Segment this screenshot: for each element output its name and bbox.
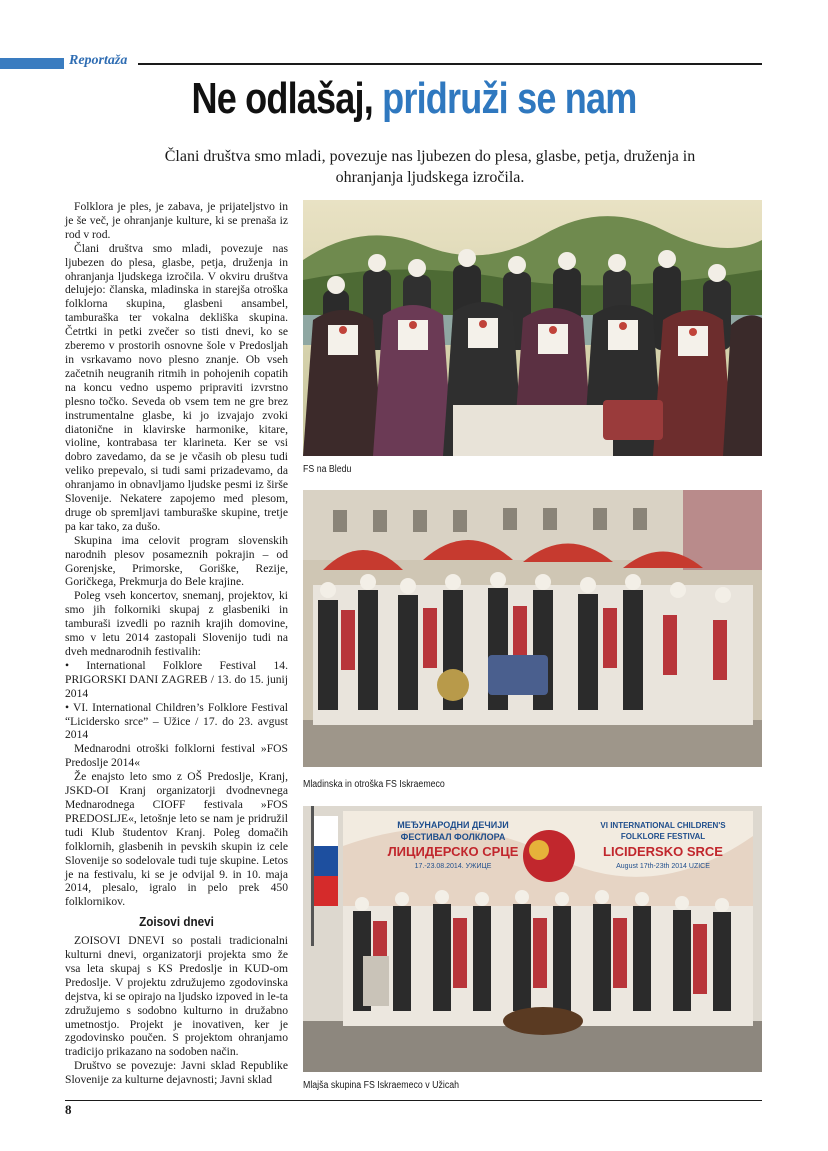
photo-fs-bled bbox=[303, 200, 762, 456]
banner-text-1: VI INTERNATIONAL CHILDREN'S bbox=[600, 821, 726, 830]
banner-text-4: August 17th-23th 2014 UZICE bbox=[616, 863, 710, 870]
bullet-item: • VI. International Children’s Folklore Festival “Licidersko srce” – Užice / 17. do 23. avgust 2014 bbox=[65, 700, 288, 742]
page-number: 8 bbox=[65, 1102, 72, 1117]
banner-text-cyrillic-3: ЛИЦИДЕРСКО СРЦЕ bbox=[387, 844, 519, 859]
paragraph: Skupina ima celovit program slovenskih narodnih plesov posameznih pokrajin – od Gorenjske, Primorske, Goriške, Rezije, Goričkega, Prekmurja do Bele krajine. bbox=[65, 533, 288, 589]
paragraph: ZOISOVI DNEVI so postali tradicionalni kulturni dnevi, organizatorji projekta smo že vsa leta skupaj s KS Predoslje in KUD-om Predoslje. V projektu združujemo zgodovinska dejstva, ki se opirajo na ljudsko izpoved in le-ta združujemo s sodobno kulturno in družabno umetnostjo. Projekt je inovativen, ker je zgodovinsko poučen. S projektom ohranjamo tradicijo prikazano na sodoben način. bbox=[65, 934, 288, 1059]
section-label: Reportaža bbox=[69, 53, 128, 68]
paragraph: Člani društva smo mladi, povezuje nas ljubezen do plesa, glasbe, petja, druženja in ohranjanja ljudskega izročila. V okviru društva delujejo: članska, mladinska in starejša otroška folklorna skupina, glasbeni ansambel, tamburaška ter vokalna dekliška skupina. Četrtki in petki zvečer so tisti dnevi, ko se zberemo v prostorih osnovne šole v Predosljah in vsrkavamo novo plesno znanje. Ob vseh začetnih neugranih ritmih in pohojenih copatih na koncu vedno uspemo pripraviti izvrstno plesno točko. Seveda ob vsem tem ne gre brez instrumentalne glasbe, ki jo izvajajo zvoki diatonične in klavirske harmonike, kitare, violine, kontrabasa ter klarineta. Ker se vsi dobro zavedamo, da se je včasih ob plesu tudi veliko prepevalo, si tudi sami prizadevamo, da ohranjamo in obnavljamo ljudske pesmi iz širše Slovenije. Nekatere zapojemo med plesom, druge ob spremljavi tamburaške skupine, tretje pa kar tako, za dušo. bbox=[65, 241, 288, 533]
bullet-item: • International Folklore Festival 14. PRIGORSKI DANI ZAGREB / 13. do 15. junij 2014 bbox=[65, 658, 288, 700]
banner-text-2: FOLKLORE FESTIVAL bbox=[620, 832, 706, 841]
headline-part-blue: pridruži se nam bbox=[382, 74, 637, 123]
section-color-bar bbox=[0, 58, 64, 69]
headline-part-black: Ne odlašaj, bbox=[191, 74, 373, 123]
paragraph: Poleg vseh koncertov, snemanj, projektov, ki smo jih folkorniki skupaj z glasbeniki in tamburaši izvedli po raznih krajih domovine, smo v letu 2014 zastopali Slovenijo tudi na dveh mednarodnih festivalih: bbox=[65, 589, 288, 658]
paragraph: Že enajsto leto smo z OŠ Predoslje, Kranj, JSKD-OI Kranj organizatorji dvodnevnega Mednarodnega CIOFF festivala »FOS PREDOSLJE«, letošnje leto se nam je pridružil tudi Klub študentov Kranj. Poleg domačih folklornih, glasbenih in pevskih skupin iz cele Slovenije so sodelovale tudi tuje skupine. Letos je na festivalu, ki se je odvijal 9. in 10. maja 2014, plesalo, igralo in pelo prek 450 folklornikov. bbox=[65, 770, 288, 909]
paragraph: Društvo se povezuje: Javni sklad Republike Slovenije za kulturne dejavnosti; Javni sklad bbox=[65, 1059, 288, 1087]
banner-text-cyrillic-1: МЕЂУНАРОДНИ ДЕЧИЈИ bbox=[397, 820, 509, 830]
photo-mlajsa-skupina-uzice bbox=[303, 806, 762, 1072]
article-subhead: Člani društva smo mladi, povezuje nas ljubezen do plesa, glasbe, petja, druženja in ohranjanja ljudskega izročila. bbox=[164, 148, 696, 186]
banner-text-cyrillic-2: ФЕСТИВАЛ ФОЛКЛОРА bbox=[400, 832, 506, 842]
banner-text-3: LICIDERSKO SRCE bbox=[603, 844, 723, 859]
footer-rule bbox=[65, 1100, 762, 1101]
photo-mladinska-otroska bbox=[303, 490, 762, 767]
article-headline bbox=[127, 74, 701, 124]
text-column bbox=[65, 200, 288, 1087]
photo-caption: Mlajša skupina FS Iskraemeco v Užicah bbox=[303, 1080, 460, 1091]
banner-text-cyrillic-4: 17.-23.08.2014. УЖИЦЕ bbox=[414, 863, 492, 870]
photo-caption: FS na Bledu bbox=[303, 464, 352, 475]
subheading: Zoisovi dnevi bbox=[139, 914, 214, 930]
paragraph: Folklora je ples, je zabava, je prijateljstvo in je še več, je ohranjanje kulture, ki se prenaša iz rod v rod. bbox=[65, 200, 288, 241]
paragraph: Mednarodni otroški folklorni festival »FOS Predoslje 2014« bbox=[65, 742, 288, 770]
section-rule bbox=[138, 63, 762, 65]
photo-caption: Mladinska in otroška FS Iskraemeco bbox=[303, 779, 445, 790]
